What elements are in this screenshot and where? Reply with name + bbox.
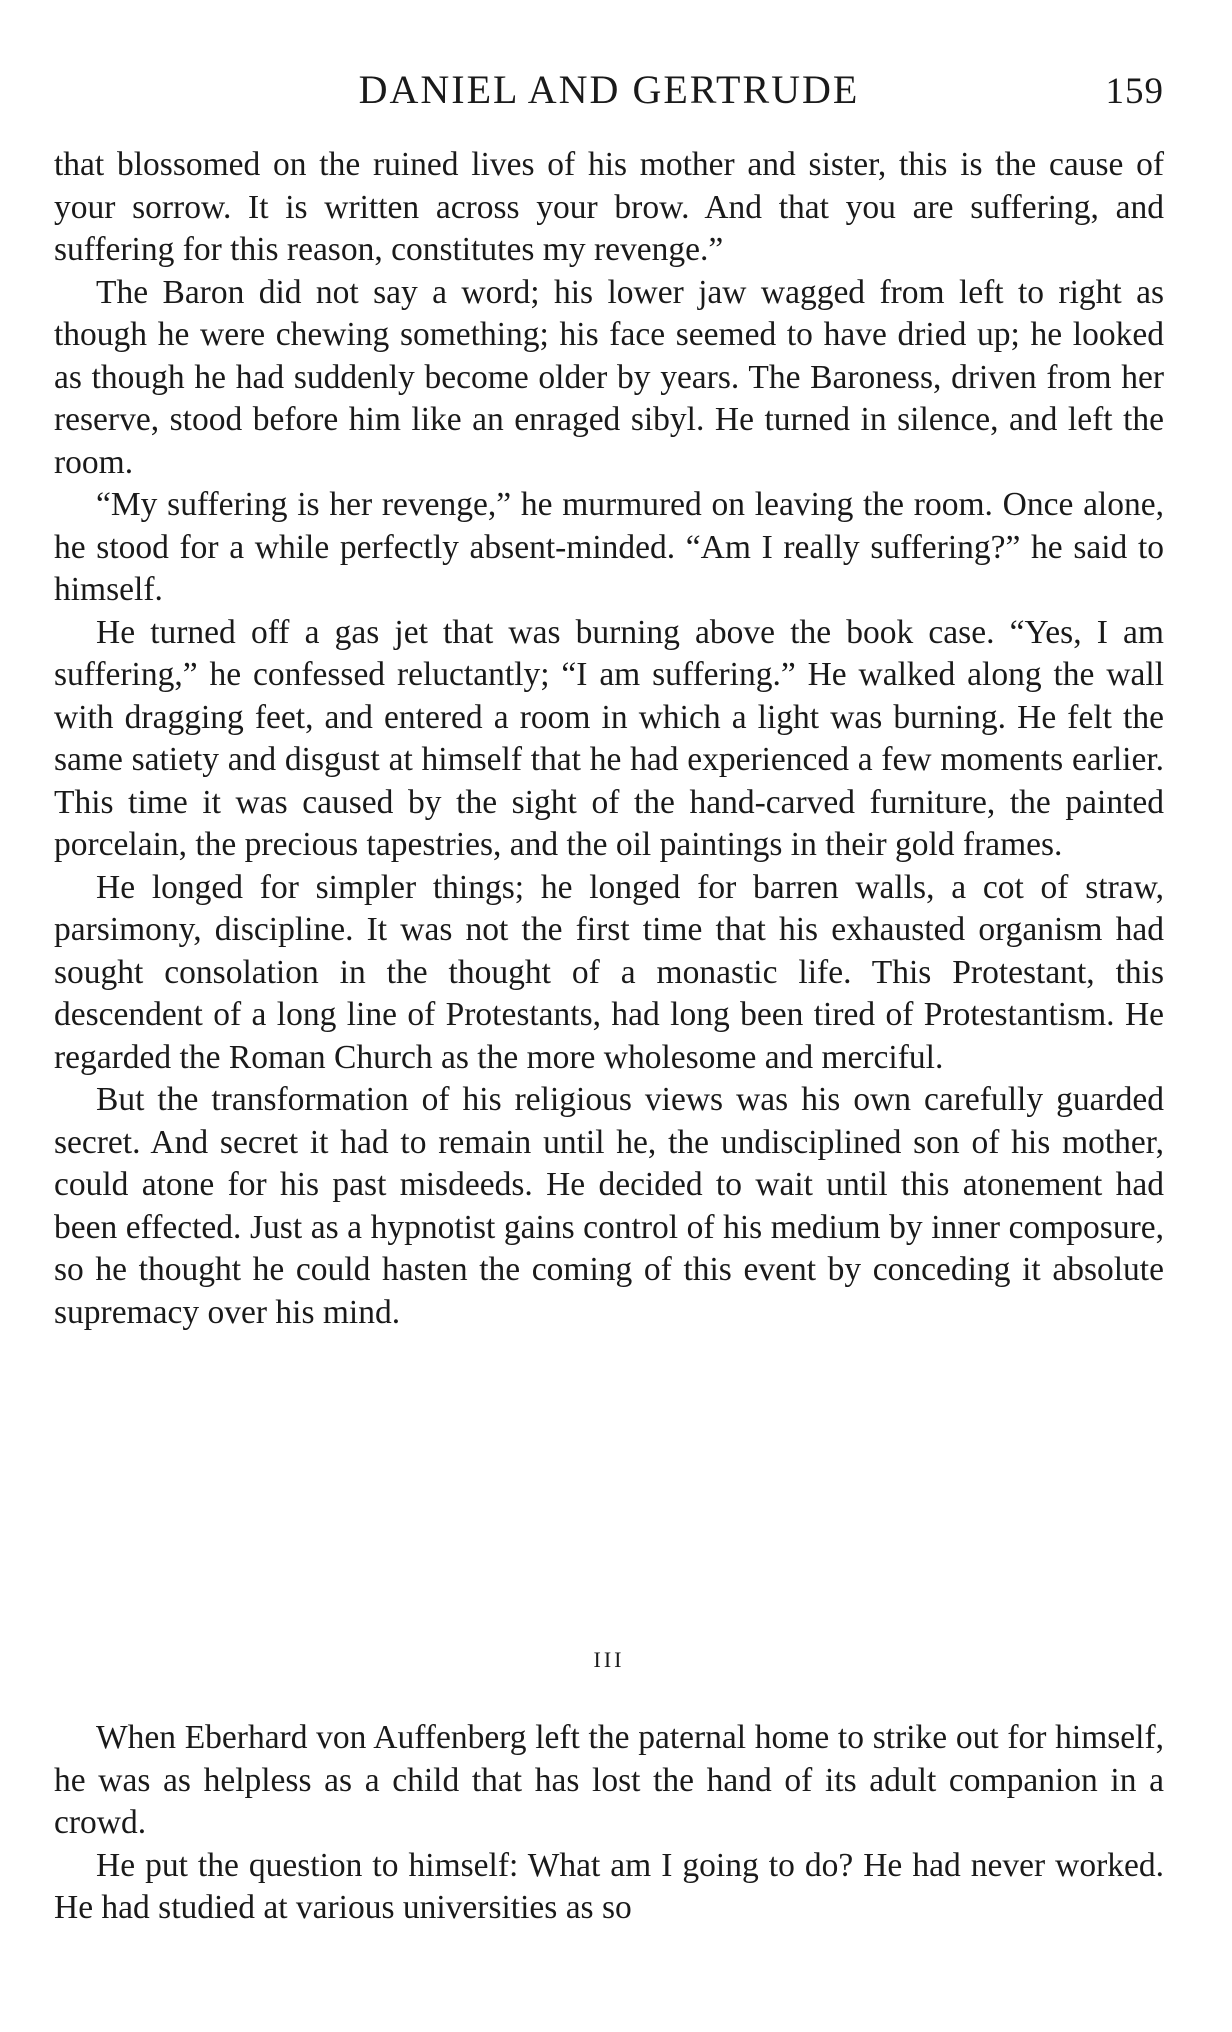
paragraph: When Eberhard von Auffenberg left the paternal home to strike out for himself, he was as helpless as a child that has lost the hand of its adult companion in a crowd.: [54, 1719, 1164, 1841]
paragraph: But the transformation of his religious views was his own carefully guarded secret. And secret it had to remain until he, the undisciplined son of his mother, could atone for his past misdeeds. He decided to wait until this atonement had been effected. Just as a hypnotist gains control of his medium by inner composure, so he thought he could hasten the coming of this event by conceding it absolute supremacy over his mind.: [54, 1081, 1164, 1331]
section-body-text: [54, 1717, 1164, 1930]
paragraph: “My suffering is her revenge,” he murmured on leaving the room. Once alone, he stood for a while perfectly absent-minded. “Am I really suffering?” he said to himself.: [54, 486, 1164, 608]
body-text: [54, 144, 1164, 1334]
paragraph: He longed for simpler things; he longed for barren walls, a cot of straw, parsimony, discipline. It was not the first time that his exhausted organism had sought consolation in the thought of a monastic life. This Protestant, this descendent of a long line of Protestants, had long been tired of Protestantism. He regarded the Roman Church as the more wholesome and merciful.: [54, 868, 1164, 1076]
paragraph: He put the question to himself: What am I going to do? He had never worked. He had studied at various universities as so: [54, 1846, 1164, 1926]
running-title: DANIEL AND GERTRUDE: [358, 67, 860, 112]
section-heading: III: [593, 1647, 625, 1672]
paragraph: He turned off a gas jet that was burning above the book case. “Yes, I am suffering,” he confessed reluctantly; “I am suffering.” He walked along the wall with dragging feet, and entered a room in which a light was burning. He felt the same satiety and disgust at himself that he had experienced a few moments earlier. This time it was caused by the sight of the hand-carved furniture, the painted porcelain, the precious tapestries, and the oil paintings in their gold frames.: [54, 613, 1164, 863]
paragraph: The Baron did not say a word; his lower jaw wagged from left to right as though he were chewing something; his face seemed to have dried up; he looked as though he had suddenly become older by years. The Baroness, driven from her reserve, stood before him like an enraged sibyl. He turned in silence, and left the room.: [54, 273, 1164, 481]
running-head: [54, 66, 1164, 114]
page-number: 159: [1105, 71, 1164, 112]
paragraph-continued: that blossomed on the ruined lives of his mother and sister, this is the cause of your sorrow. It is written across your brow. And that you are suffering, and suffering for this reason, constitutes my revenge.”: [54, 146, 1164, 268]
